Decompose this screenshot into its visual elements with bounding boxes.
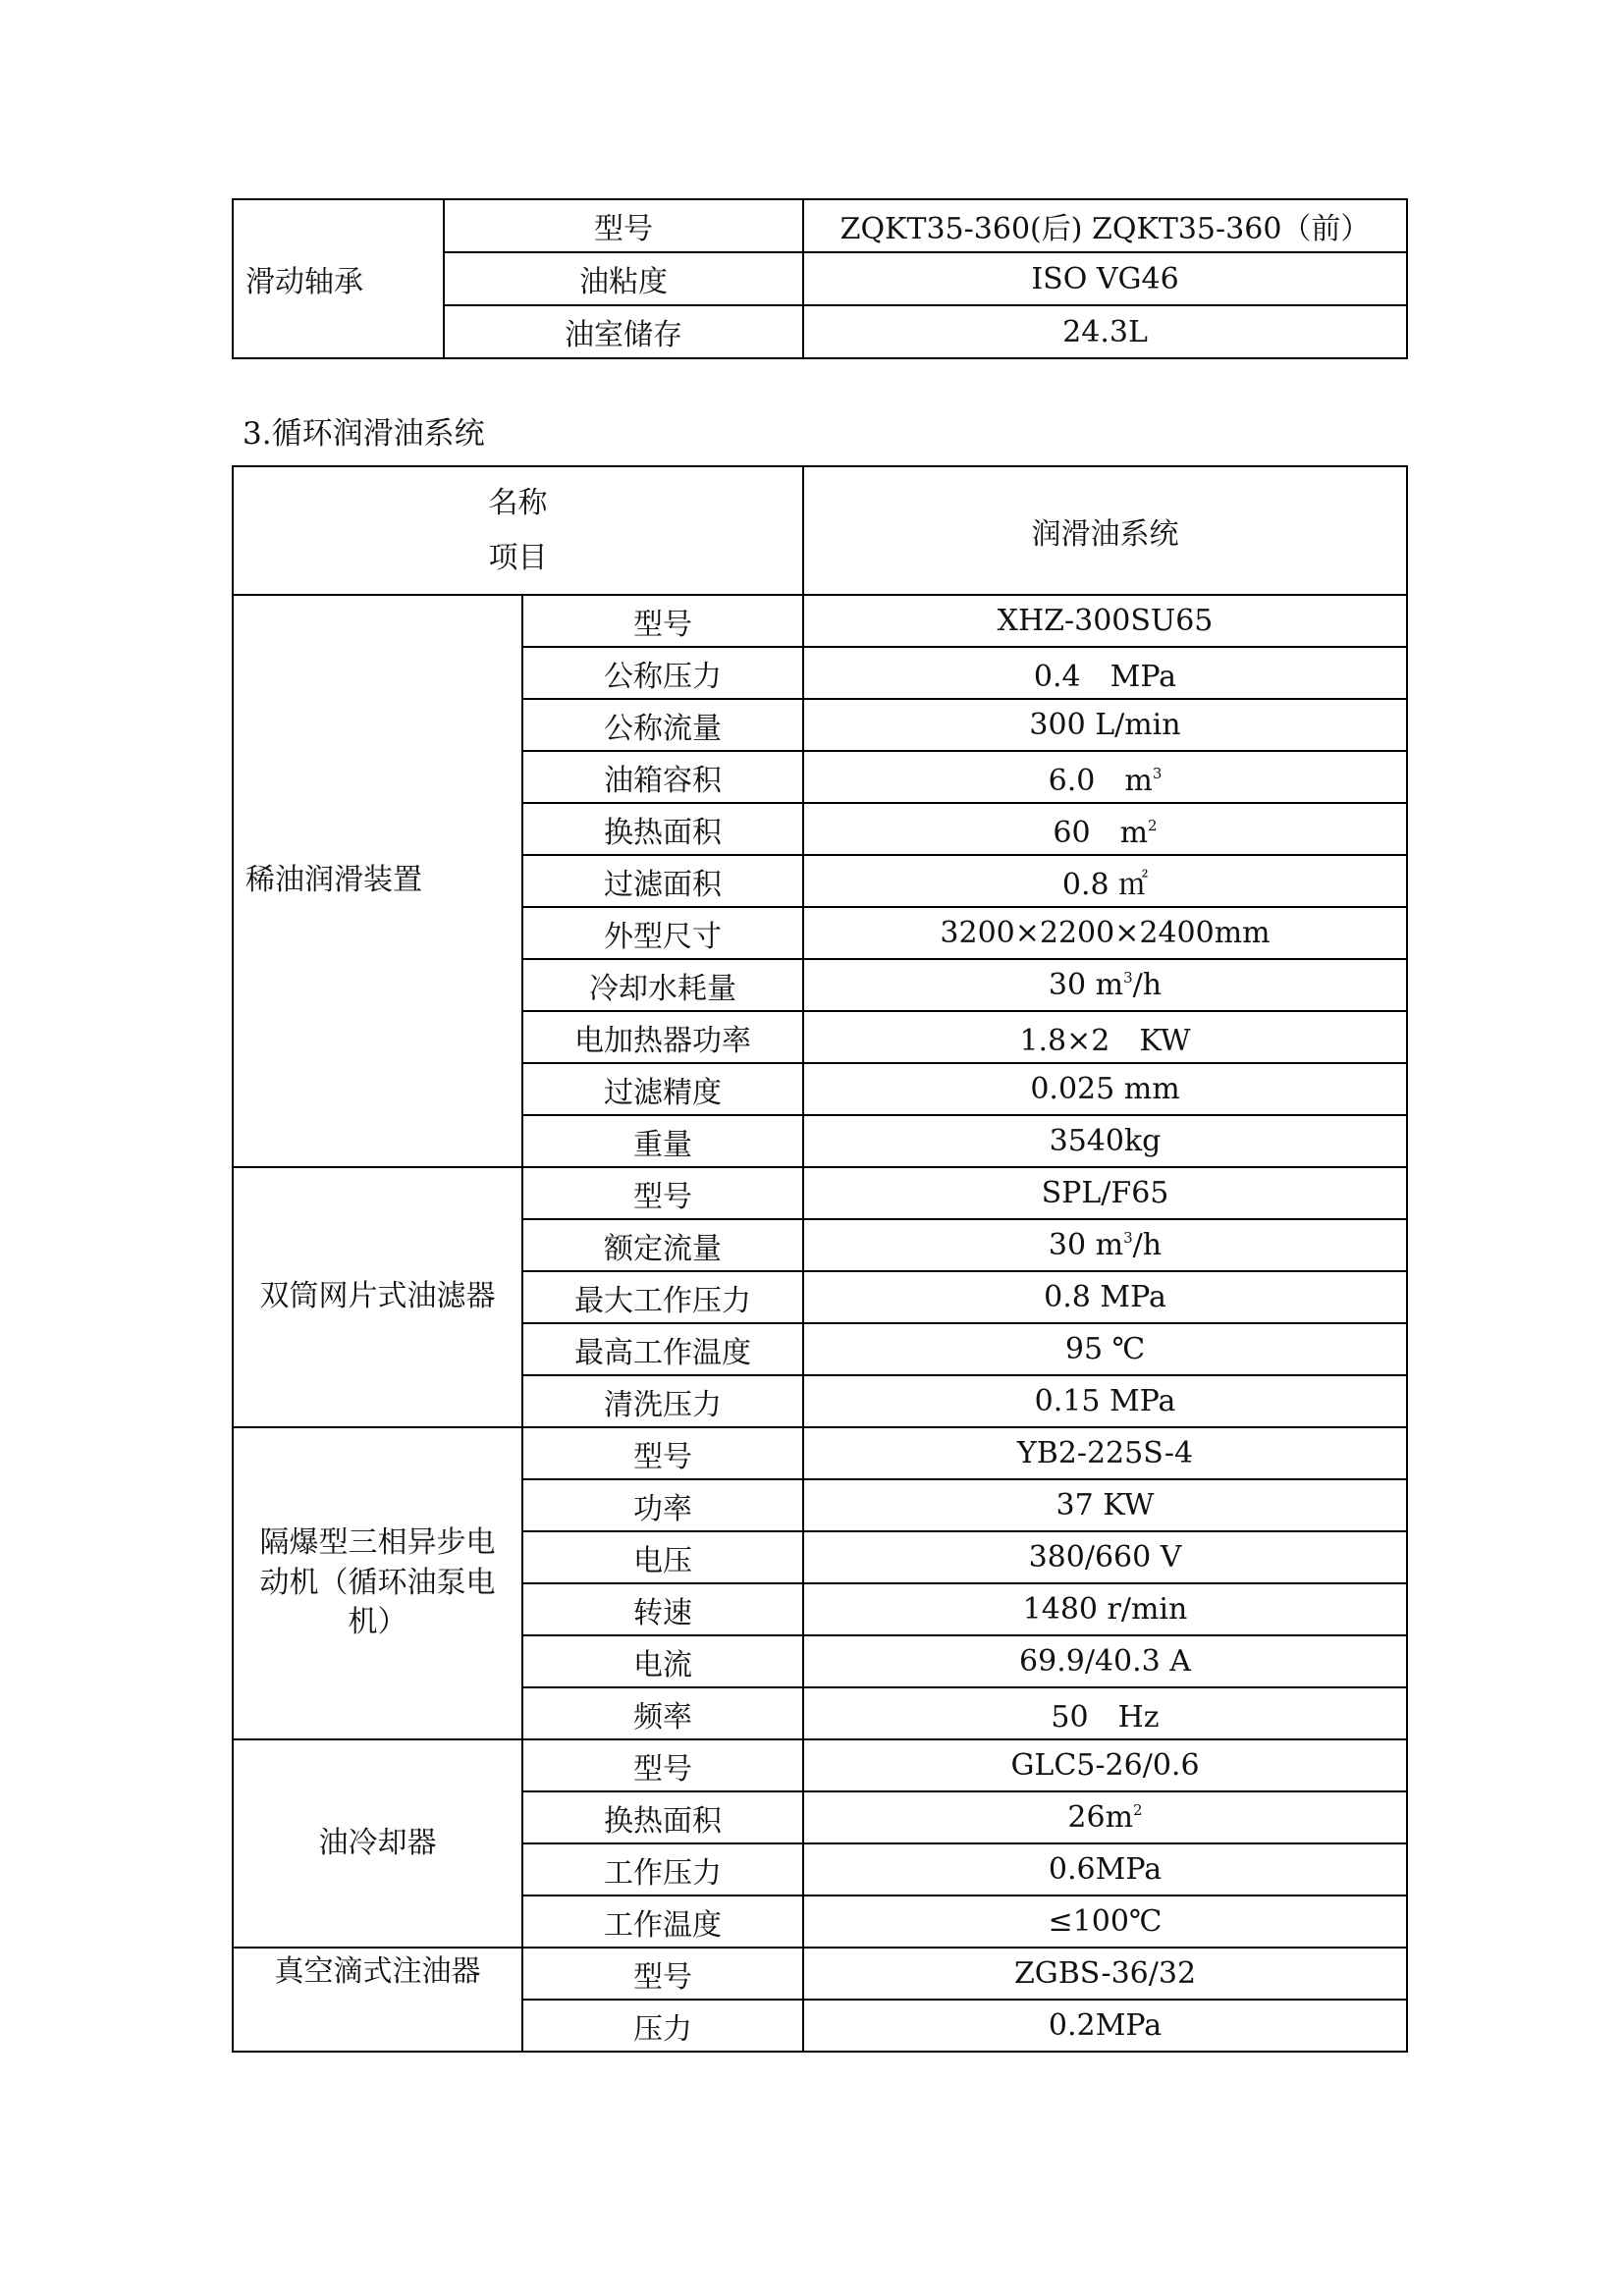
spec-value	[803, 1375, 1407, 1427]
spec-value-text: 26m	[1067, 1800, 1134, 1835]
spec-item: 型号	[444, 199, 803, 252]
spec-item: 过滤精度	[522, 1063, 803, 1115]
spec-value	[803, 1323, 1407, 1375]
bearing-table	[232, 198, 1408, 359]
spec-value-text: 300 L/min	[1029, 708, 1181, 742]
spec-value	[803, 1739, 1407, 1791]
spec-value	[803, 595, 1407, 647]
group-name: 稀油润滑装置	[233, 595, 522, 1167]
spec-value-text: 24.3L	[1062, 314, 1148, 349]
unit-exponent: 3	[1123, 1229, 1133, 1247]
spec-value	[803, 1427, 1407, 1479]
spec-value	[803, 305, 1407, 358]
spec-value	[803, 252, 1407, 305]
spec-item: 油箱容积	[522, 751, 803, 803]
spec-value-text: YB2-225S-4	[1016, 1436, 1194, 1470]
spec-item: 型号	[522, 1427, 803, 1479]
group-name: 真空滴式注油器	[233, 1948, 522, 2052]
unit-suffix: /h	[1132, 968, 1163, 1002]
spec-item: 压力	[522, 2000, 803, 2052]
spec-value-text: 1.8×2 KW	[1019, 1023, 1191, 1058]
spec-item: 型号	[522, 595, 803, 647]
spec-item: 油室储存	[444, 305, 803, 358]
spec-value	[803, 1791, 1407, 1843]
spec-value	[803, 199, 1407, 252]
spec-item: 换热面积	[522, 1791, 803, 1843]
spec-item: 额定流量	[522, 1219, 803, 1271]
spec-value	[803, 699, 1407, 751]
spec-value-text: 37 KW	[1056, 1488, 1155, 1522]
spec-row	[233, 1948, 1407, 2000]
spec-value-text: 380/660 V	[1028, 1540, 1182, 1575]
header-name-label: 名称	[488, 485, 548, 520]
spec-value	[803, 1115, 1407, 1167]
spec-value-text: 50 Hz	[1051, 1699, 1160, 1735]
spec-value	[803, 647, 1407, 699]
spec-value	[803, 1011, 1407, 1063]
spec-value	[803, 1896, 1407, 1948]
spec-item: 换热面积	[522, 803, 803, 855]
spec-item: 电流	[522, 1635, 803, 1687]
spec-value-text: XHZ-300SU65	[997, 604, 1214, 638]
spec-value	[803, 1479, 1407, 1531]
spec-row	[233, 1739, 1407, 1791]
spec-value	[803, 1219, 1407, 1271]
spec-value-text: GLC5-26/0.6	[1010, 1748, 1200, 1783]
spec-value	[803, 1948, 1407, 2000]
spec-item: 工作温度	[522, 1896, 803, 1948]
group-name: 油冷却器	[233, 1739, 522, 1948]
header-system-label: 润滑油系统	[803, 466, 1407, 595]
header-row	[233, 466, 1407, 595]
lube-system-table	[232, 465, 1408, 2053]
spec-value-text: SPL/F65	[1041, 1176, 1169, 1210]
spec-item: 清洗压力	[522, 1375, 803, 1427]
spec-item: 电压	[522, 1531, 803, 1583]
unit-suffix: /h	[1132, 1228, 1163, 1262]
spec-item: 工作压力	[522, 1843, 803, 1896]
group-name: 双筒网片式油滤器	[233, 1167, 522, 1427]
header-name-item-cell	[233, 466, 803, 595]
spec-item: 过滤面积	[522, 855, 803, 907]
spec-value-text: ≤100℃	[1048, 1904, 1163, 1939]
spec-item: 转速	[522, 1583, 803, 1635]
spec-item: 最大工作压力	[522, 1271, 803, 1323]
spec-value	[803, 1583, 1407, 1635]
spec-value	[803, 959, 1407, 1011]
lube-system-table-body	[233, 466, 1407, 2052]
spec-value	[803, 2000, 1407, 2052]
spec-value	[803, 1531, 1407, 1583]
spec-value-text: 0.4 MPa	[1033, 659, 1177, 694]
spec-item: 公称压力	[522, 647, 803, 699]
spec-value	[803, 1687, 1407, 1739]
spec-value-text: 0.8 MPa	[1044, 1280, 1166, 1314]
bearing-row	[233, 199, 1407, 252]
spec-value	[803, 1635, 1407, 1687]
unit-exponent: 2	[1133, 1801, 1143, 1819]
spec-value-text: 95 ℃	[1064, 1332, 1146, 1366]
spec-value-text: 69.9/40.3 A	[1019, 1644, 1191, 1679]
spec-value	[803, 855, 1407, 907]
spec-value-text: 60 m	[1053, 815, 1149, 850]
spec-value-text: 1480 r/min	[1022, 1592, 1188, 1627]
spec-row	[233, 1427, 1407, 1479]
spec-item: 外型尺寸	[522, 907, 803, 959]
spec-value-text: 0.025 mm	[1030, 1072, 1180, 1106]
spec-value-text: 0.2MPa	[1048, 2008, 1163, 2043]
unit-exponent: 2	[1148, 816, 1158, 834]
spec-item: 频率	[522, 1687, 803, 1739]
spec-item: 最高工作温度	[522, 1323, 803, 1375]
spec-value	[803, 1167, 1407, 1219]
unit-exponent: 3	[1123, 969, 1133, 987]
spec-value-text: 30 m	[1048, 1228, 1124, 1262]
spec-item: 油粘度	[444, 252, 803, 305]
spec-item: 功率	[522, 1479, 803, 1531]
spec-item: 型号	[522, 1948, 803, 2000]
spec-row	[233, 1167, 1407, 1219]
bearing-table-body	[233, 199, 1407, 358]
spec-value-text: ISO VG46	[1031, 261, 1179, 296]
spec-value	[803, 751, 1407, 803]
section-title: 3.循环润滑油系统	[243, 416, 485, 452]
spec-item: 公称流量	[522, 699, 803, 751]
spec-value-text: ZQKT35-360(后) ZQKT35-360（前）	[839, 212, 1371, 246]
spec-item: 型号	[522, 1739, 803, 1791]
spec-item: 冷却水耗量	[522, 959, 803, 1011]
unit-exponent: 3	[1152, 764, 1163, 782]
spec-value-text: 0.6MPa	[1048, 1852, 1163, 1887]
header-item-label: 项目	[488, 540, 548, 575]
spec-value	[803, 1843, 1407, 1896]
spec-value-text: 3200×2200×2400mm	[940, 916, 1271, 950]
spec-value-text: 0.8 ㎡	[1061, 867, 1149, 902]
spec-item: 电加热器功率	[522, 1011, 803, 1063]
group-name: 滑动轴承	[233, 199, 444, 358]
spec-value-text: 0.15 MPa	[1034, 1384, 1176, 1418]
spec-value	[803, 803, 1407, 855]
spec-row	[233, 595, 1407, 647]
group-name: 隔爆型三相异步电动机（循环油泵电机）	[233, 1427, 522, 1739]
spec-value-text: ZGBS-36/32	[1013, 1956, 1197, 1991]
spec-value	[803, 1063, 1407, 1115]
spec-item: 型号	[522, 1167, 803, 1219]
spec-value-text: 30 m	[1048, 968, 1124, 1002]
spec-value	[803, 907, 1407, 959]
spec-value-text: 3540kg	[1049, 1124, 1162, 1158]
spec-value	[803, 1271, 1407, 1323]
spec-item: 重量	[522, 1115, 803, 1167]
spec-value-text: 6.0 m	[1048, 763, 1153, 798]
